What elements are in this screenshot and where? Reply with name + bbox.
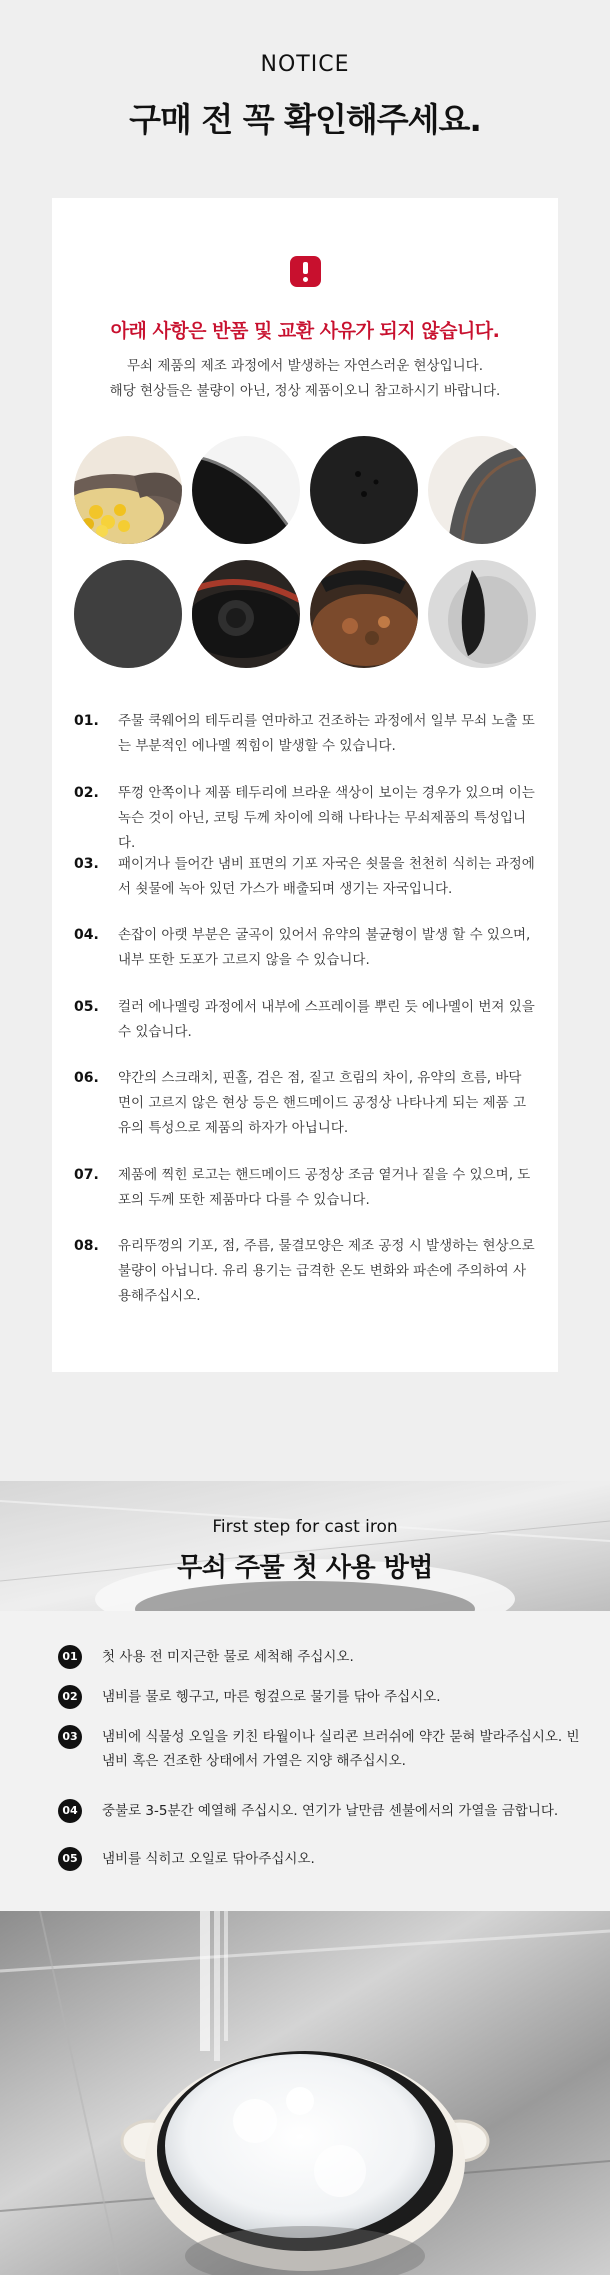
item-number: 01. bbox=[74, 713, 99, 729]
item-text: 유리뚜껑의 기포, 점, 주름, 물결모양은 제조 공정 시 발생하는 현상으로 불량이 아닙니다. 유리 용기는 급격한 온도 변화와 파손에 주의하여 사용해주십시오. bbox=[118, 1238, 535, 1304]
step-text: 중불로 3-5분간 예열해 주십시오. 연기가 날만큼 센불에서의 가열을 금합니다. bbox=[102, 1803, 559, 1819]
item-text: 컬러 에나멜링 과정에서 내부에 스프레이를 뿌린 듯 에나멜이 번져 있을 수 있습니다. bbox=[118, 999, 535, 1040]
notice-label: NOTICE bbox=[260, 52, 350, 77]
first-use-banner bbox=[0, 1481, 610, 1611]
photo-enamel-edge bbox=[192, 436, 300, 544]
card-headline: 아래 사항은 반품 및 교환 사유가 되지 않습니다. bbox=[110, 320, 500, 342]
item-number: 02. bbox=[74, 785, 99, 801]
step-number-badge: 02 bbox=[58, 1685, 82, 1709]
step-number-badge: 01 bbox=[58, 1645, 82, 1669]
item-text: 뚜껑 안쪽이나 제품 테두리에 브라운 색상이 보이는 경우가 있으며 이는 녹슨 것이 아닌, 코팅 두께 차이에 의해 나타나는 무쇠제품의 특성입니다. bbox=[118, 785, 535, 851]
page-title: 구매 전 꼭 확인해주세요. bbox=[129, 100, 481, 139]
item-text: 손잡이 아랫 부분은 굴곡이 있어서 유약의 불균형이 발생 할 수 있으며, 내부 또한 도포가 고르지 않을 수 있습니다. bbox=[118, 927, 531, 968]
photo-pinhole-surface bbox=[310, 436, 418, 544]
step-text: 첫 사용 전 미지근한 물로 세척해 주십시오. bbox=[102, 1649, 354, 1665]
card-subtitle-1: 무쇠 제품의 제조 과정에서 발생하는 자연스러운 현상입니다. bbox=[126, 358, 484, 374]
first-use-steps bbox=[0, 1611, 610, 1911]
item-number: 03. bbox=[74, 856, 99, 872]
item-number: 04. bbox=[74, 927, 99, 943]
card-subtitle-2: 해당 현상들은 불량이 아닌, 정상 제품이오니 참고하시기 바랍니다. bbox=[109, 383, 501, 399]
notice-header bbox=[0, 0, 610, 200]
item-number: 08. bbox=[74, 1238, 99, 1254]
item-number: 05. bbox=[74, 999, 99, 1015]
photo-lid-edge bbox=[428, 436, 536, 544]
item-text: 패이거나 들어간 냄비 표면의 기포 자국은 쇳물을 천천히 식히는 과정에서 쇳물에 녹아 있던 가스가 배출되며 생기는 자국입니다. bbox=[118, 856, 535, 897]
step-number-badge: 03 bbox=[58, 1725, 82, 1749]
photo-glass-lid-handle bbox=[428, 560, 536, 668]
exclamation-icon bbox=[290, 256, 321, 287]
banner-title: 무쇠 주물 첫 사용 방법 bbox=[177, 1553, 433, 1583]
photo-logo-lid bbox=[192, 560, 300, 668]
sink-background-image bbox=[0, 1481, 610, 1611]
item-number: 06. bbox=[74, 1070, 99, 1086]
pot-in-sink-photo bbox=[0, 1911, 610, 2275]
photo-stew-lid bbox=[310, 560, 418, 668]
banner-subtitle: First step for cast iron bbox=[212, 1517, 398, 1537]
step-number-badge: 05 bbox=[58, 1847, 82, 1871]
item-text: 제품에 찍힌 로고는 핸드메이드 공정상 조금 옅거나 짙을 수 있으며, 도포의 두께 또한 제품마다 다를 수 있습니다. bbox=[118, 1167, 531, 1208]
step-text: 냄비를 물로 헹구고, 마른 헝겊으로 물기를 닦아 주십시오. bbox=[102, 1689, 441, 1705]
notice-card bbox=[52, 198, 558, 1372]
step-number-badge: 04 bbox=[58, 1799, 82, 1823]
item-text: 약간의 스크래치, 핀홀, 검은 점, 짙고 흐림의 차이, 유약의 흐름, 바닥 면이 고르지 않은 현상 등은 핸드메이드 공정상 나타나게 되는 제품 고유의 특성으로 제품의 하자가 아닙니다. bbox=[118, 1070, 527, 1136]
photo-pot-rim-corn bbox=[74, 436, 182, 544]
step-text: 냄비를 식히고 오일로 닦아주십시오. bbox=[102, 1851, 315, 1867]
step-text: 냄비에 식물성 오일을 키친 타월이나 실리콘 브러쉬에 약간 묻혀 발라주십시오. 빈 냄비 혹은 건조한 상태에서 가열은 지양 해주십시오. bbox=[102, 1729, 580, 1769]
photo-dark-bottom bbox=[74, 560, 182, 668]
item-text: 주물 쿡웨어의 테두리를 연마하고 건조하는 과정에서 일부 무쇠 노출 또는 부분적인 에나멜 찍힘이 발생할 수 있습니다. bbox=[118, 713, 535, 754]
item-number: 07. bbox=[74, 1167, 99, 1183]
